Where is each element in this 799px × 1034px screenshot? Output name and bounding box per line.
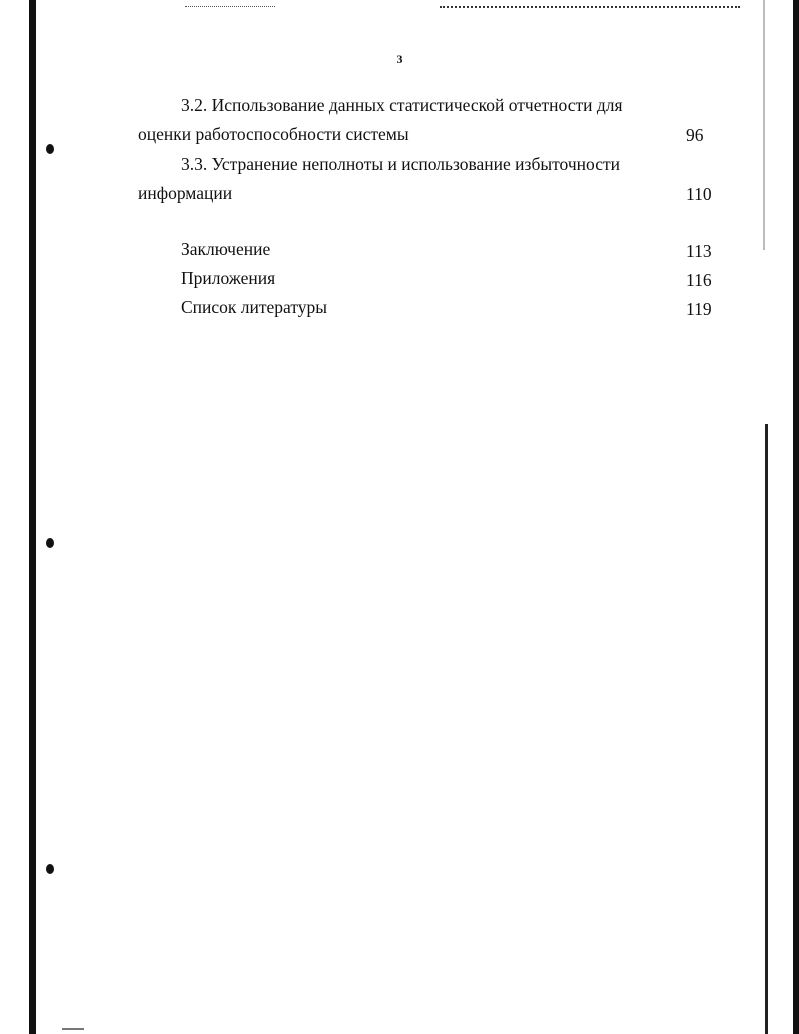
- scan-edge-right-faint: [763, 0, 765, 250]
- scan-noise-top-right: [440, 6, 740, 10]
- scan-edge-right-inner: [765, 424, 768, 1034]
- scan-noise-bottom: [62, 1028, 84, 1030]
- scan-edge-left: [29, 0, 36, 1034]
- binder-hole-3: [46, 864, 54, 874]
- toc-entry-3-2-line2: оценки работоспособности системы: [138, 124, 409, 144]
- scan-edge-right: [793, 0, 799, 1034]
- toc-entry-3-3-line1: 3.3. Устранение неполноты и использование избыточности: [181, 154, 620, 174]
- toc-entry-3-3-page: 110: [686, 184, 712, 204]
- toc-entry-references: Список литературы: [181, 297, 328, 317]
- toc-entry-appendices-page: 116: [686, 270, 712, 290]
- binder-hole-1: [46, 144, 54, 154]
- toc-entry-appendices: Приложения: [181, 268, 276, 288]
- page-number: 3: [396, 52, 403, 66]
- toc-entry-conclusion: Заключение: [181, 239, 271, 259]
- scan-noise-top-left: [185, 6, 275, 9]
- toc-entry-references-page: 119: [686, 299, 712, 319]
- binder-hole-2: [46, 538, 54, 548]
- toc-entry-3-3-line2: информации: [138, 183, 233, 203]
- toc-entry-conclusion-page: 113: [686, 241, 712, 261]
- toc-entry-3-2-line1: 3.2. Использование данных статистической отчетности для: [181, 95, 623, 115]
- toc-entry-3-2-page: 96: [686, 125, 704, 145]
